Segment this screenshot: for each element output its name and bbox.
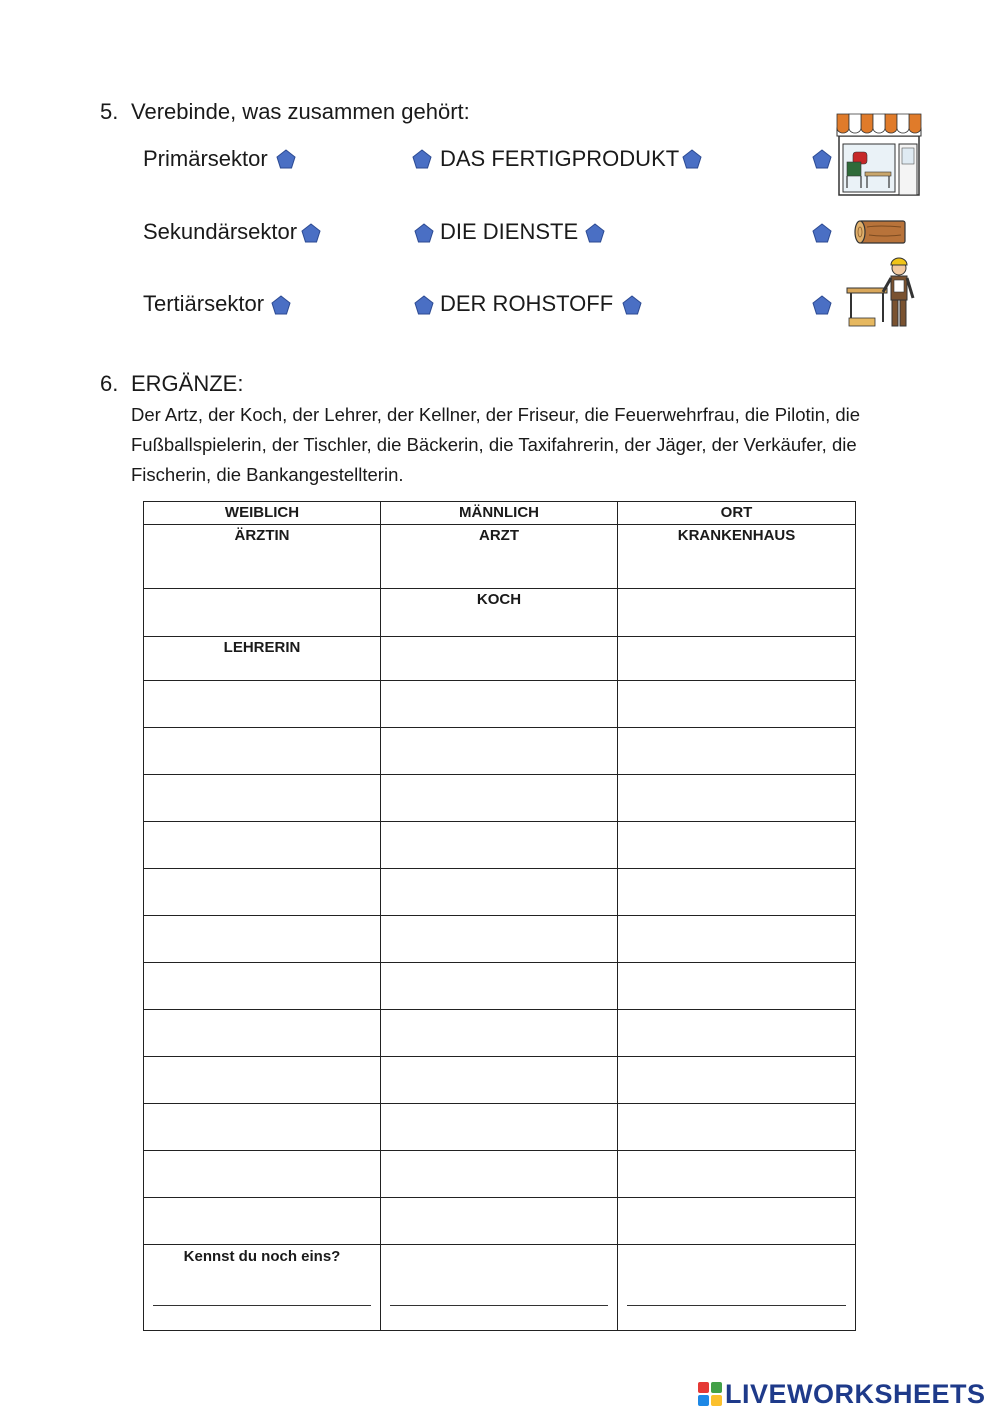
table-cell[interactable] (618, 589, 856, 637)
table-cell[interactable] (381, 1198, 618, 1245)
sector-tertiaer: Tertiärsektor (143, 291, 265, 316)
table-cell[interactable] (618, 916, 856, 963)
table-row (144, 1104, 856, 1151)
table-cell[interactable] (144, 681, 381, 728)
extra-answer-cell[interactable] (381, 1245, 618, 1331)
table-cell[interactable] (144, 916, 381, 963)
product-fertigprodukt: DAS FERTIGPRODUKT (440, 146, 680, 171)
exercise-6-number: 6. (100, 371, 119, 396)
table-cell[interactable] (618, 1104, 856, 1151)
table-cell[interactable] (144, 963, 381, 1010)
profession-table (143, 501, 856, 1331)
table-row (144, 822, 856, 869)
match-dot-icon[interactable] (812, 149, 832, 169)
table-row (144, 1010, 856, 1057)
product-rohstoff: DER ROHSTOFF (440, 291, 614, 316)
match-dot-icon[interactable] (271, 295, 291, 315)
extra-prompt: Kennst du noch eins? (183, 1248, 341, 1265)
table-row (144, 1198, 856, 1245)
table-cell[interactable] (144, 589, 381, 637)
table-cell[interactable] (144, 1010, 381, 1057)
table-cell[interactable]: ARZT (381, 525, 618, 589)
sector-primaer: Primärsektor (143, 146, 268, 171)
table-cell[interactable] (618, 637, 856, 681)
table-cell[interactable] (144, 1198, 381, 1245)
table-row (144, 869, 856, 916)
table-cell[interactable]: ÄRZTIN (144, 525, 381, 589)
header-maennlich: MÄNNLICH (381, 502, 618, 525)
sector-sekundaer: Sekundärsektor (143, 219, 298, 244)
table-cell[interactable] (618, 1198, 856, 1245)
extra-answer-cell[interactable] (618, 1245, 856, 1331)
table-row (144, 637, 856, 681)
table-row (144, 1151, 856, 1198)
carpenter-image (845, 256, 921, 330)
table-cell[interactable] (381, 822, 618, 869)
log-image (853, 219, 911, 245)
match-dot-icon[interactable] (622, 295, 642, 315)
shop-image (835, 112, 923, 197)
table-cell[interactable] (144, 1104, 381, 1151)
table-cell[interactable] (381, 1010, 618, 1057)
table-cell[interactable] (618, 1057, 856, 1104)
match-dot-icon[interactable] (301, 223, 321, 243)
match-dot-icon[interactable] (414, 295, 434, 315)
table-row (144, 1057, 856, 1104)
table-cell[interactable] (618, 1010, 856, 1057)
header-weiblich: WEIBLICH (144, 502, 381, 525)
table-row (144, 916, 856, 963)
table-cell[interactable] (144, 1057, 381, 1104)
table-cell[interactable] (144, 728, 381, 775)
table-cell[interactable] (381, 728, 618, 775)
table-cell[interactable] (381, 963, 618, 1010)
table-cell[interactable] (618, 869, 856, 916)
header-ort: ORT (618, 502, 856, 525)
table-cell[interactable] (381, 1104, 618, 1151)
table-row (144, 775, 856, 822)
table-cell[interactable] (618, 822, 856, 869)
table-row (144, 589, 856, 637)
table-cell[interactable] (381, 637, 618, 681)
exercise-5-title: Verebinde, was zusammen gehört: (131, 99, 470, 124)
liveworksheets-logo (698, 1378, 986, 1410)
table-cell[interactable] (381, 775, 618, 822)
answer-line (390, 1305, 608, 1306)
table-cell[interactable]: LEHRERIN (144, 637, 381, 681)
table-cell[interactable] (618, 1151, 856, 1198)
table-cell[interactable] (618, 681, 856, 728)
table-row (144, 963, 856, 1010)
table-cell[interactable] (144, 869, 381, 916)
match-dot-icon[interactable] (412, 149, 432, 169)
table-cell[interactable] (618, 963, 856, 1010)
table-cell[interactable] (618, 775, 856, 822)
match-dot-icon[interactable] (414, 223, 434, 243)
table-cell[interactable] (381, 869, 618, 916)
exercise-5-number: 5. (100, 99, 119, 124)
match-dot-icon[interactable] (682, 149, 702, 169)
table-cell[interactable] (381, 916, 618, 963)
match-dot-icon[interactable] (585, 223, 605, 243)
table-cell[interactable] (144, 775, 381, 822)
table-cell[interactable] (144, 822, 381, 869)
exercise-6-word-list: Der Artz, der Koch, der Lehrer, der Kellner, der Friseur, die Feuerwehrfrau, die Pilotin, die Fußballspielerin, der Tischler, die Bäckerin, die Taxifahrerin, der Jäger, der Verkäufer, die Fischerin, die Bankangestellterin. (131, 404, 861, 485)
table-cell[interactable] (381, 1151, 618, 1198)
product-dienste: DIE DIENSTE (440, 219, 579, 244)
table-row (144, 525, 856, 589)
match-dot-icon[interactable] (276, 149, 296, 169)
extra-answer-cell[interactable] (144, 1245, 381, 1331)
answer-line (153, 1305, 371, 1306)
table-cell[interactable]: KOCH (381, 589, 618, 637)
table-row-extra (144, 1245, 856, 1331)
exercise-6-title: ERGÄNZE: (131, 371, 244, 396)
table-cell[interactable] (381, 1057, 618, 1104)
match-dot-icon[interactable] (812, 223, 832, 243)
table-cell[interactable] (381, 681, 618, 728)
table-cell[interactable] (618, 728, 856, 775)
table-row (144, 728, 856, 775)
logo-text: LIVEWORKSHEETS (725, 1378, 986, 1409)
logo-mark-icon (698, 1382, 722, 1406)
table-row (144, 681, 856, 728)
match-dot-icon[interactable] (812, 295, 832, 315)
table-cell[interactable] (144, 1151, 381, 1198)
table-cell[interactable]: KRANKENHAUS (618, 525, 856, 589)
answer-line (627, 1305, 846, 1306)
